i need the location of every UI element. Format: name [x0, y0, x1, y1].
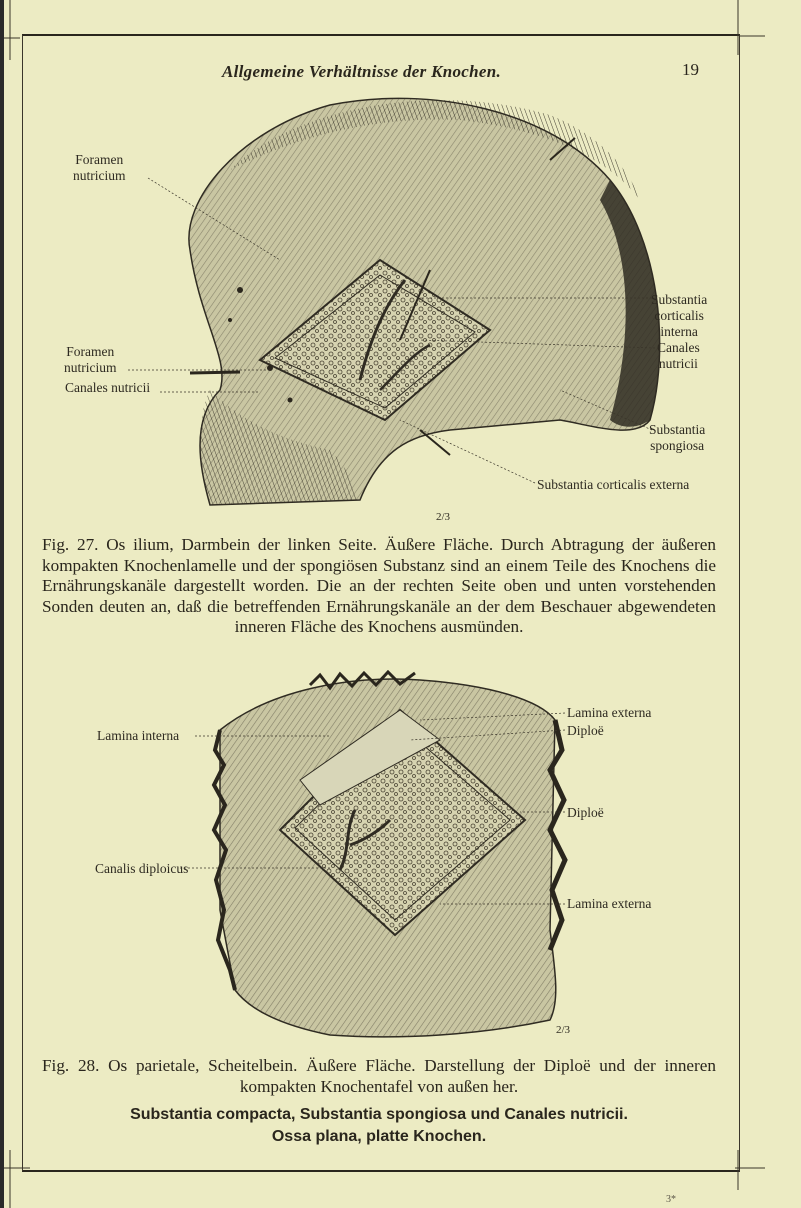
fig28-leader-lines: [0, 680, 801, 940]
label-canales-nutricii-left: Canales nutricii: [65, 380, 151, 395]
label-text: Foramen nutricium: [64, 344, 117, 375]
fig28-caption: Fig. 28. Os parietale, Scheitelbein. Äußere Fläche. Darstellung der Diploë und der inneren kompakten Knochentafel von außen her.: [42, 1056, 716, 1096]
fig27-leader-lines: [0, 0, 801, 520]
label-lamina-externa-bottom: Lamina externa: [567, 896, 652, 911]
label-substantia-corticalis-externa: Substantia corticalis externa: [537, 477, 690, 492]
label-lamina-interna: Lamina interna: [97, 728, 180, 743]
label-text: Substantia spongiosa: [649, 422, 706, 453]
running-header: Allgemeine Verhältnisse der Knochen.: [222, 62, 502, 81]
label-text: Foramen nutricium: [73, 152, 126, 183]
label-canalis-diploicus: Canalis diploicus: [95, 861, 189, 876]
signature-mark: 3*: [666, 1194, 676, 1205]
label-diploe-top: Diploë: [567, 723, 604, 738]
scale-fig28: 2/3: [556, 1024, 571, 1036]
label-lamina-externa-top: Lamina externa: [567, 705, 652, 720]
label-text: Substantia corticalis interna: [651, 292, 708, 339]
label-text: Canales nutricii: [657, 340, 700, 371]
scale-fig27: 2/3: [436, 511, 451, 523]
page-number: 19: [682, 60, 699, 79]
fig27-caption: Fig. 27. Os ilium, Darmbein der linken Seite. Äußere Fläche. Durch Abtragung der äußeren kompakten Knochenlamelle und der spongiösen Substanz sind an einem Teile des Knochens die Ernährungskanäle dargestellt worden. Die an der rechten Seite oben und unten vorstehenden Sonden deuten an, daß die betreffenden Ernährungskanäle an der dem Beschauer abgewendeten inneren Fläche des Knochens ausmünden.: [42, 535, 716, 636]
summary-line-2: Ossa plana, platte Knochen.: [271, 1128, 487, 1145]
summary-line-1: Substantia compacta, Substantia spongiosa und Canales nutricii.: [130, 1106, 628, 1123]
label-diploe-mid: Diploë: [567, 805, 604, 820]
